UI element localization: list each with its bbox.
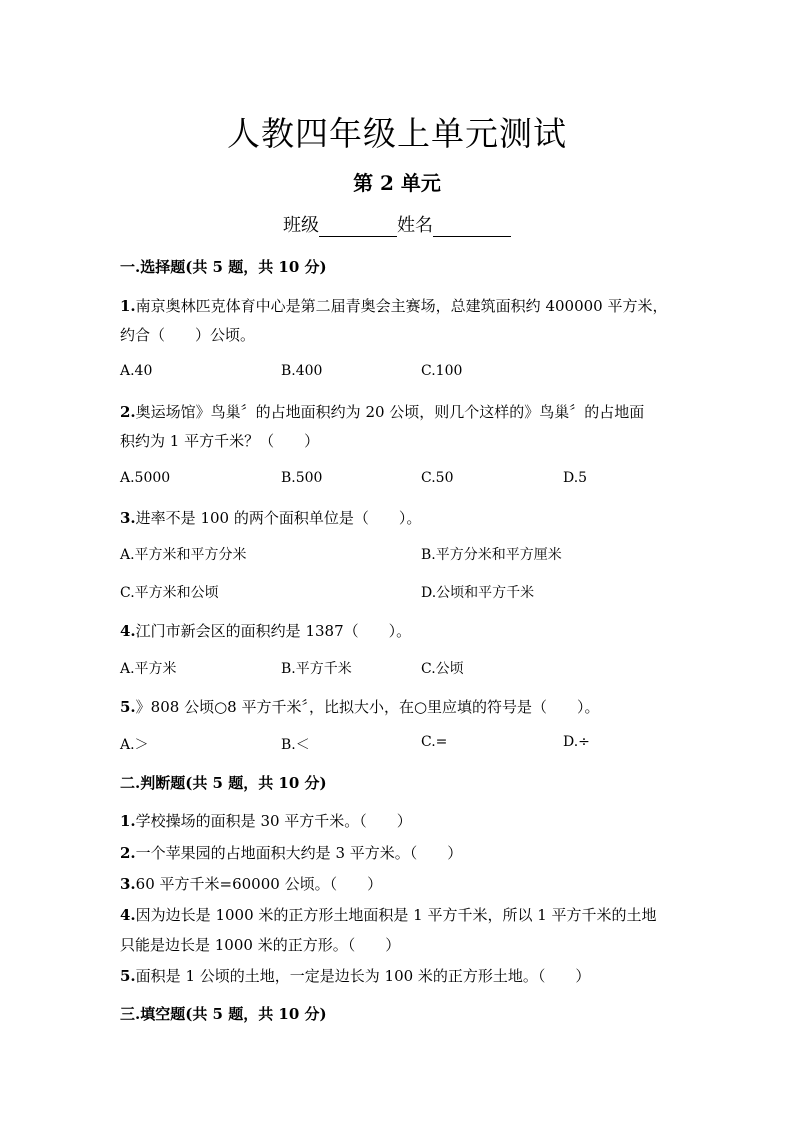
option-c: C.50 [421, 470, 454, 486]
option-c: C.= [421, 734, 448, 750]
question-line: 2.奥运场馆》鸟巢〞的占地面积约为 20 公顷，则几个这样的》鸟巢〞的占地面 [120, 403, 645, 421]
option-d: D.5 [563, 470, 588, 486]
name-blank [433, 218, 511, 237]
question-line: 3.60 平方千米=60000 公顷。（ ） [120, 875, 383, 893]
question-line: 2.一个苹果园的占地面积大约是 3 平方米。（ ） [120, 844, 463, 862]
question-line: 4.江门市新会区的面积约是 1387（ ）。 [120, 622, 412, 640]
question-line: 4.因为边长是 1000 米的正方形土地面积是 1 平方千米，所以 1 平方千米的土地 [120, 906, 657, 924]
option-d: D.公顷和平方千米 [421, 585, 535, 601]
section-heading-judgement: 二.判断题(共 5 题，共 10 分) [120, 774, 327, 792]
class-blank [319, 218, 397, 237]
class-label: 班级 [283, 215, 319, 236]
option-c: C.100 [421, 363, 463, 379]
option-b: B.400 [281, 363, 323, 379]
option-d: D.÷ [563, 734, 590, 750]
option-b: B.平方分米和平方厘米 [421, 547, 562, 563]
page-title: 人教四年级上单元测试 [227, 114, 567, 153]
option-a: A.平方米 [120, 661, 177, 677]
question-line: 5.》808 公顷○8 平方千米〞，比拟大小，在○里应填的符号是（ ）。 [120, 698, 600, 716]
question-line: 只能是边长是 1000 米的正方形。（ ） [120, 936, 401, 954]
option-a: A.＞ [120, 737, 149, 753]
unit-subtitle: 第 2 单元 [353, 171, 441, 195]
question-line: 约合（ ）公顷。 [120, 326, 256, 344]
name-label: 姓名 [397, 215, 433, 236]
question-line: 1.南京奥林匹克体育中心是第二届青奥会主赛场，总建筑面积约 400000 平方米， [120, 297, 668, 315]
question-line: 3.进率不是 100 的两个面积单位是（ ）。 [120, 509, 422, 527]
section-heading-choice: 一.选择题(共 5 题，共 10 分) [120, 258, 327, 276]
option-b: B.＜ [281, 737, 310, 753]
option-a: A.平方米和平方分米 [120, 547, 247, 563]
option-b: B.平方千米 [281, 661, 352, 677]
question-line: 5.面积是 1 公顷的土地，一定是边长为 100 米的正方形土地。（ ） [120, 967, 591, 985]
section-heading-fill-blank: 三.填空题(共 5 题，共 10 分) [120, 1005, 327, 1023]
option-a: A.40 [120, 363, 153, 379]
question-line: 积约为 1 平方千米？（ ） [120, 432, 320, 450]
option-b: B.500 [281, 470, 323, 486]
class-name-line [0, 211, 794, 237]
question-line: 1.学校操场的面积是 30 平方千米。（ ） [120, 812, 412, 830]
option-c: C.平方米和公顷 [120, 585, 219, 601]
option-c: C.公顷 [421, 661, 464, 677]
option-a: A.5000 [120, 470, 171, 486]
